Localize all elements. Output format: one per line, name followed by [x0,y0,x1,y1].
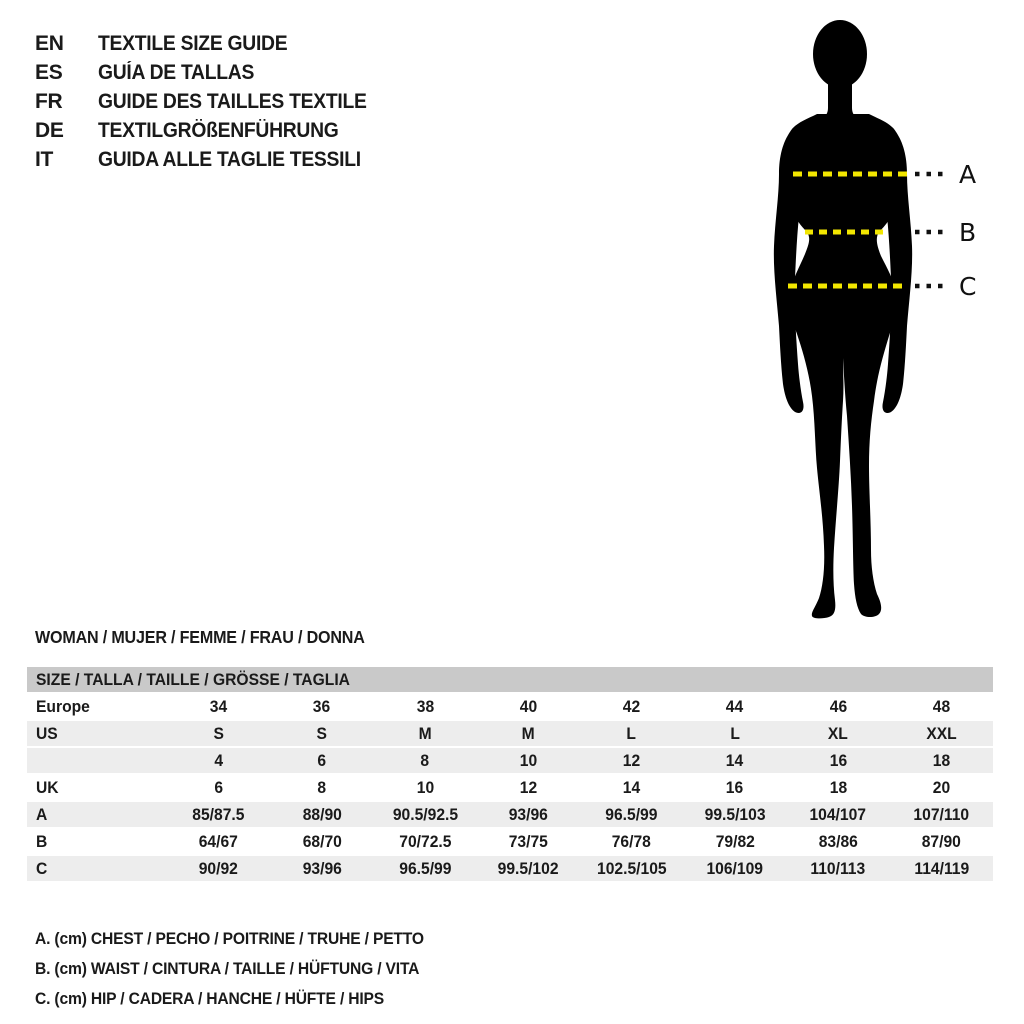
size-cell [580,694,683,719]
size-cell [787,802,890,827]
size-cell-text: 96.5/99 [605,804,658,824]
size-cell [374,829,477,854]
size-cell [787,748,890,773]
size-cell [374,802,477,827]
guide-title: GUIDA ALLE TAGLIE TESSILI [98,147,361,171]
size-cell [167,694,270,719]
size-table-header [27,667,993,694]
size-cell-text: 70/72.5 [399,831,452,851]
row-label-text: US [36,723,58,743]
size-cell-text: 114/119 [913,858,969,878]
size-cell [580,748,683,773]
size-cell-text: 90.5/92.5 [392,804,458,824]
size-cell-text: M [521,723,535,743]
language-row [35,145,390,174]
guide-title: GUIDE DES TAILLES TEXTILE [98,89,367,113]
legend-line-text: B. (cm) WAIST / CINTURA / TAILLE / HÜFTUNG / VITA [35,959,420,978]
size-cell-text: 48 [932,696,951,716]
size-cell-text: 83/86 [818,831,858,851]
size-cell [167,748,270,773]
size-cell [477,748,580,773]
size-cell-text: 46 [829,696,847,716]
size-cell-text: 88/90 [302,804,342,824]
size-cell-text: 106/109 [706,858,764,878]
size-cell-text: XXL [926,723,957,743]
size-cell [890,802,993,827]
size-cell [787,829,890,854]
size-cell-text: 93/96 [302,858,342,878]
row-label-text: UK [36,777,59,797]
size-cell-text: 6 [317,750,327,770]
size-table-header-text: SIZE / TALLA / TAILLE / GRÖSSE / TAGLIA [36,669,350,689]
table-row [27,748,993,775]
size-table-body [27,694,993,883]
size-cell-text: 10 [416,777,434,797]
size-cell [580,829,683,854]
hip-marker-label: C [959,272,977,301]
size-cell [787,721,890,746]
waist-marker-label: B [959,218,977,247]
size-cell [683,856,786,881]
size-cell [890,829,993,854]
row-label [27,829,167,854]
language-row [35,29,390,58]
size-cell-text: 44 [726,696,744,716]
row-label [27,694,167,719]
size-cell [270,694,373,719]
size-cell [477,694,580,719]
language-row [35,116,390,145]
language-code: ES [35,60,63,84]
size-cell [374,856,477,881]
language-title-list [35,29,390,174]
legend-line-text: C. (cm) HIP / CADERA / HANCHE / HÜFTE / HIPS [35,989,385,1008]
size-cell [477,829,580,854]
size-cell-text: 8 [317,777,327,797]
size-cell [683,802,786,827]
gender-title-text: WOMAN / MUJER / FEMME / FRAU / DONNA [35,627,365,647]
language-code: FR [35,89,63,113]
size-cell-text: 14 [726,750,744,770]
size-cell-text: 99.5/103 [704,804,766,824]
size-cell [270,829,373,854]
size-cell [683,775,786,800]
size-cell [270,748,373,773]
size-cell-text: 104/107 [809,804,867,824]
size-cell [270,721,373,746]
measurement-legend [35,924,458,1014]
size-cell-text: 68/70 [302,831,342,851]
row-label-text: Europe [36,696,90,716]
size-cell [683,829,786,854]
size-cell [167,856,270,881]
legend-line-text: A. (cm) CHEST / PECHO / POITRINE / TRUHE / PETTO [35,929,424,948]
size-cell-text: 10 [519,750,538,770]
silhouette-body [787,114,899,618]
table-row [27,775,993,802]
size-cell-text: XL [828,723,849,743]
size-cell-text: 16 [726,777,744,797]
size-cell [787,694,890,719]
size-cell [787,856,890,881]
size-cell [374,694,477,719]
row-label [27,748,167,773]
size-cell-text: 79/82 [715,831,755,851]
size-cell [683,694,786,719]
guide-title: GUÍA DE TALLAS [98,60,255,84]
chest-marker-label: A [959,160,977,189]
size-cell [890,721,993,746]
size-cell [890,694,993,719]
size-cell-text: 99.5/102 [497,858,559,878]
legend-line [35,924,458,954]
gender-title [35,627,393,648]
size-cell-text: 16 [829,750,847,770]
guide-title: TEXTILGRÖßENFÜHRUNG [98,118,339,142]
language-row [35,87,390,116]
size-cell [890,775,993,800]
size-cell [270,856,373,881]
size-cell-text: 40 [519,696,538,716]
language-code: IT [35,147,54,171]
size-cell-text: 14 [622,777,641,797]
size-cell [683,748,786,773]
table-row [27,721,993,748]
size-cell-text: 90/92 [199,858,239,878]
size-cell-text: 76/78 [612,831,652,851]
size-cell [890,748,993,773]
size-cell-text: 34 [209,696,228,716]
size-cell [890,856,993,881]
table-row [27,694,993,721]
size-cell [270,802,373,827]
size-cell-text: 12 [519,777,538,797]
table-row [27,802,993,829]
size-cell [167,775,270,800]
size-cell-text: 64/67 [199,831,239,851]
row-label [27,775,167,800]
size-cell-text: 36 [313,696,331,716]
size-cell-text: 18 [829,777,847,797]
size-cell-text: 42 [622,696,641,716]
table-row [27,856,993,883]
size-table [27,667,993,883]
row-label [27,856,167,881]
size-cell-text: 6 [214,777,223,797]
size-cell [477,721,580,746]
size-cell [580,856,683,881]
size-cell-text: 8 [420,750,430,770]
size-cell [477,775,580,800]
size-cell-text: 87/90 [921,831,961,851]
size-cell [270,775,373,800]
size-cell-text: 20 [932,777,951,797]
size-cell [580,721,683,746]
size-cell [580,802,683,827]
size-cell [167,721,270,746]
size-cell [477,856,580,881]
size-cell-text: 38 [416,696,434,716]
size-cell-text: 110/113 [810,858,866,878]
size-cell [580,775,683,800]
size-cell [683,721,786,746]
size-cell [167,802,270,827]
size-cell [167,829,270,854]
size-cell [374,721,477,746]
row-label [27,802,167,827]
size-cell [374,775,477,800]
size-cell-text: 73/75 [508,831,548,851]
size-cell [787,775,890,800]
size-cell-text: 4 [214,750,223,770]
size-cell-text: L [730,723,740,743]
size-cell-text: L [626,723,637,743]
language-code: EN [35,31,64,55]
size-cell-text: 107/110 [913,804,970,824]
size-cell-text: S [213,723,224,743]
size-cell-text: 96.5/99 [399,858,452,878]
size-cell-text: M [418,723,432,743]
size-cell [374,748,477,773]
legend-line [35,954,458,984]
size-cell-text: 102.5/105 [596,858,667,878]
size-cell-text: 93/96 [508,804,548,824]
row-label-text: A [36,804,48,824]
size-cell-text: 85/87.5 [192,804,245,824]
language-row [35,58,390,87]
size-cell-text: 12 [622,750,641,770]
language-code: DE [35,118,64,142]
guide-title: TEXTILE SIZE GUIDE [98,31,288,55]
row-label [27,721,167,746]
row-label-text: C [36,858,48,878]
size-cell-text: S [316,723,328,743]
size-cell [477,802,580,827]
size-cell-text: 18 [932,750,951,770]
woman-silhouette-figure [757,16,1017,620]
table-row [27,829,993,856]
row-label-text: B [36,831,48,851]
legend-line [35,984,458,1014]
